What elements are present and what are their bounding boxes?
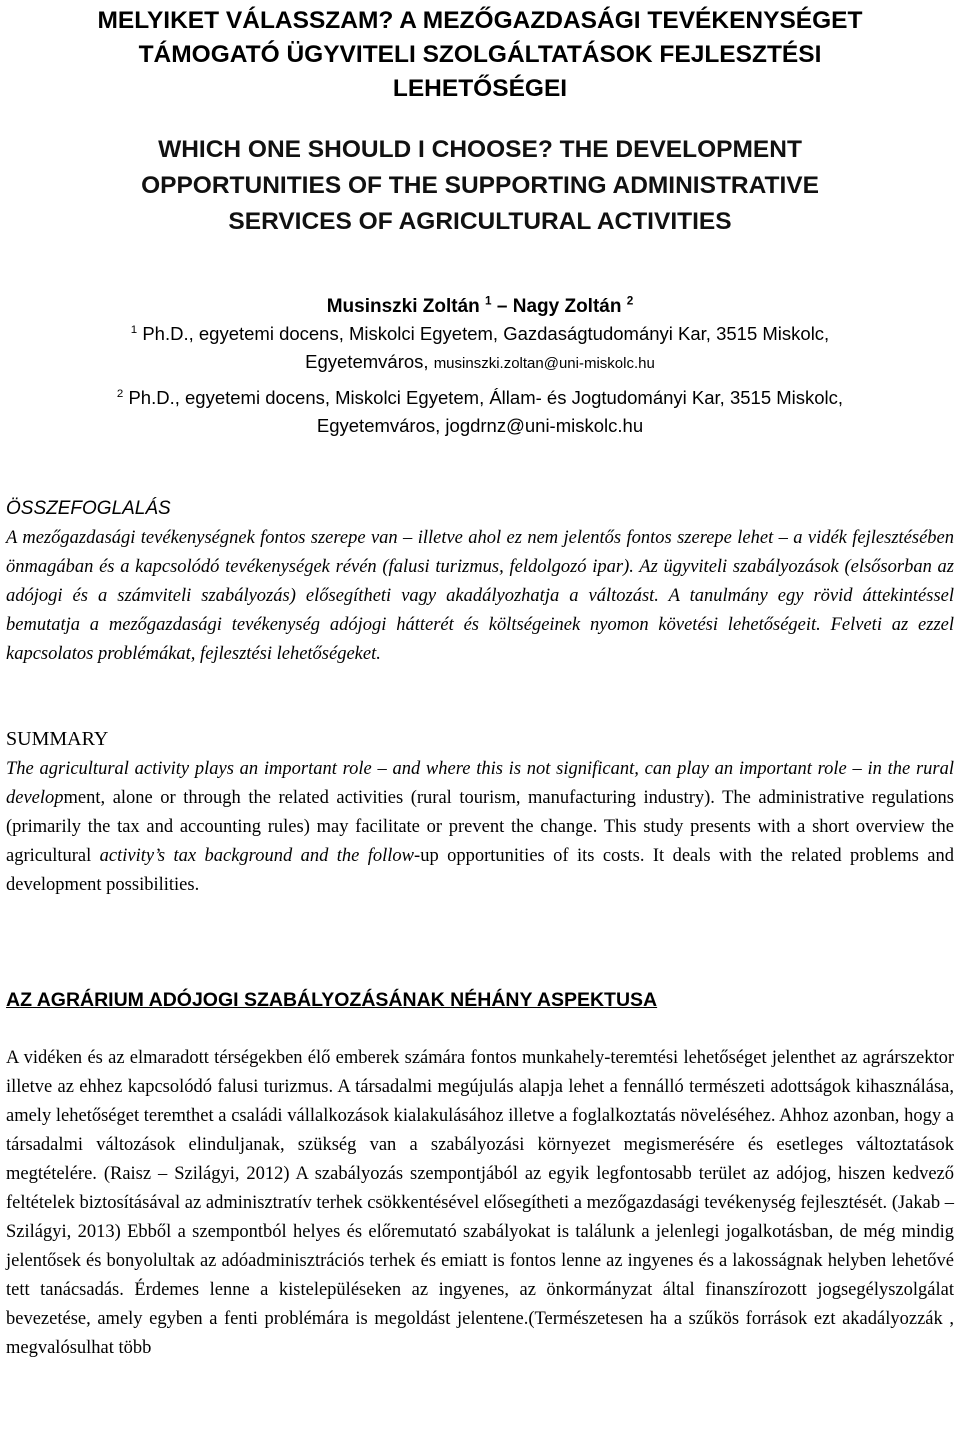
author-1-name: Musinszki Zoltán: [326, 296, 480, 317]
author-1-mark: 1: [485, 294, 492, 308]
abstract-text: A mezőgazdasági tevékenységnek fontos szerepe van – illetve ahol ez nem jelentős fontos szerepe lehet – a vidék fejlesztésében önmagában és a kapcsolódó tevékenységek révén (falusi turizmus, feldolgozó ipar). Az ügyviteli szabályozások (elsősorban az adójogi és a számviteli szabályozás) elősegítheti vagy akadályozhatja a változást. A tanulmány egy rövid áttekintéssel bemutatja a mezőgazdasági tevékenység adójogi hátterét és költségeinek nyomon követési lehetőségeit. Felveti az ezzel kapcsolatos problémákat, fejlesztési lehetőségeket.: [6, 528, 954, 664]
author-separator: –: [496, 296, 508, 317]
title-en-line-1: WHICH ONE SHOULD I CHOOSE? THE DEVELOPMENT: [158, 136, 802, 163]
title-hungarian: [0, 4, 960, 106]
author-2-name: Nagy Zoltán: [512, 296, 622, 317]
affiliation-1: [0, 320, 960, 378]
title-hu-line-1: MELYIKET VÁLASSZAM? A MEZŐGAZDASÁGI TEVÉKENYSÉGET: [97, 7, 863, 34]
affiliation-1-line-1: [0, 320, 960, 348]
affiliation-1-line-2: [0, 348, 960, 378]
author-line: [0, 294, 960, 320]
affiliation-1-text: Ph.D., egyetemi docens, Miskolci Egyetem, Gazdaságtudományi Kar, 3515 Miskolc,: [142, 323, 830, 344]
summary-text-regular-2: -up opportunities of its costs. It deals with the related problems and development possibilities.: [6, 846, 954, 895]
section-heading: AZ AGRÁRIUM ADÓJOGI SZABÁLYOZÁSÁNAK NÉHÁNY ASPEKTUSA: [6, 989, 658, 1011]
title-english: [0, 132, 960, 240]
author-2-mark: 2: [626, 294, 634, 308]
affiliation-1-mark: 1: [130, 323, 138, 336]
section-body-text: A vidéken és az elmaradott térségekben élő emberek számára fontos munkahely-teremtési lehetőséget jelenthet az agrárszektor illetve az ehhez kapcsolódó falusi turizmus. A társadalmi megújulás alapja lehet a fennálló természeti adottságok kihasználása, amely lehetőséget teremthet a családi vállalkozások kialakulásához illetve a foglalkoztatás növeléséhez. Ahhoz azonban, hogy a társadalmi változások elinduljanak, szükség van a szabályozási környezet megismerésére és esetleges változtatások megtételére. (Raisz – Szilágyi, 2012) A szabályozás szempontjából az egyik legfontosabb terület az adójog, hiszen kedvező feltételek biztosításával az adminisztratív terhek csökkentésével elősegítheti a mezőgazdasági tevékenység fejlesztését. (Jakab – Szilágyi, 2013) Ebből a szempontból helyes és előremutató szabályokat is találunk a jelenlegi jogalkotásban, de még mindig jelentősek és bonyolultak az adóadminisztrációs terhek és emiatt is fontos lenne az ingyenes és a lakosságnak helyben lehetővé tett tanácsadás. Érdemes lenne a kistelepüléseken az ingyenes, az önkormányzat által finanszírozott jogsegélyszolgálat bevezetése, amely egyben a fenti problémára is megoldást jelentene.(Természetesen ha a szűkös források ezt akadályozzák , megvalósulhat több: [6, 1048, 954, 1358]
affiliation-2-text: Ph.D., egyetemi docens, Miskolci Egyetem, Állam- és Jogtudományi Kar, 3515 Miskolc,: [128, 387, 844, 408]
summary-text: [6, 755, 954, 900]
summary-text-italic-2: activity’s tax background and the follow: [99, 846, 415, 866]
title-en-line-3: SERVICES OF AGRICULTURAL ACTIVITIES: [228, 208, 732, 235]
affiliation-1-city: Egyetemváros,: [305, 351, 429, 372]
title-hu-line-2: TÁMOGATÓ ÜGYVITELI SZOLGÁLTATÁSOK FEJLESZTÉSI: [138, 41, 822, 68]
affiliation-1-email: musinszki.zoltan@uni-miskolc.hu: [433, 355, 655, 372]
abstract-heading: ÖSSZEFOGLALÁS: [6, 498, 171, 519]
summary-text-regular-1: ment, alone or through the related activities (rural tourism, manufacturing industry). The administrative regulations (primarily the tax and accounting rules) may facilitate or prevent the change. This study presents with a short overview the agricultural: [6, 788, 954, 866]
title-en-line-2: OPPORTUNITIES OF THE SUPPORTING ADMINISTRATIVE: [141, 172, 819, 199]
affiliation-2-line-2: Egyetemváros, jogdrnz@uni-miskolc.hu: [316, 415, 644, 436]
affiliation-2-line-1: [0, 384, 960, 412]
title-hu-line-3: LEHETŐSÉGEI: [392, 75, 568, 102]
affiliation-2: [0, 384, 960, 440]
summary-text-italic-1: The agricultural activity plays an important role – and where this is not significant, can play an important role – in the rural develop: [6, 759, 954, 808]
affiliation-2-mark: 2: [116, 387, 124, 400]
summary-heading: SUMMARY: [6, 728, 109, 750]
